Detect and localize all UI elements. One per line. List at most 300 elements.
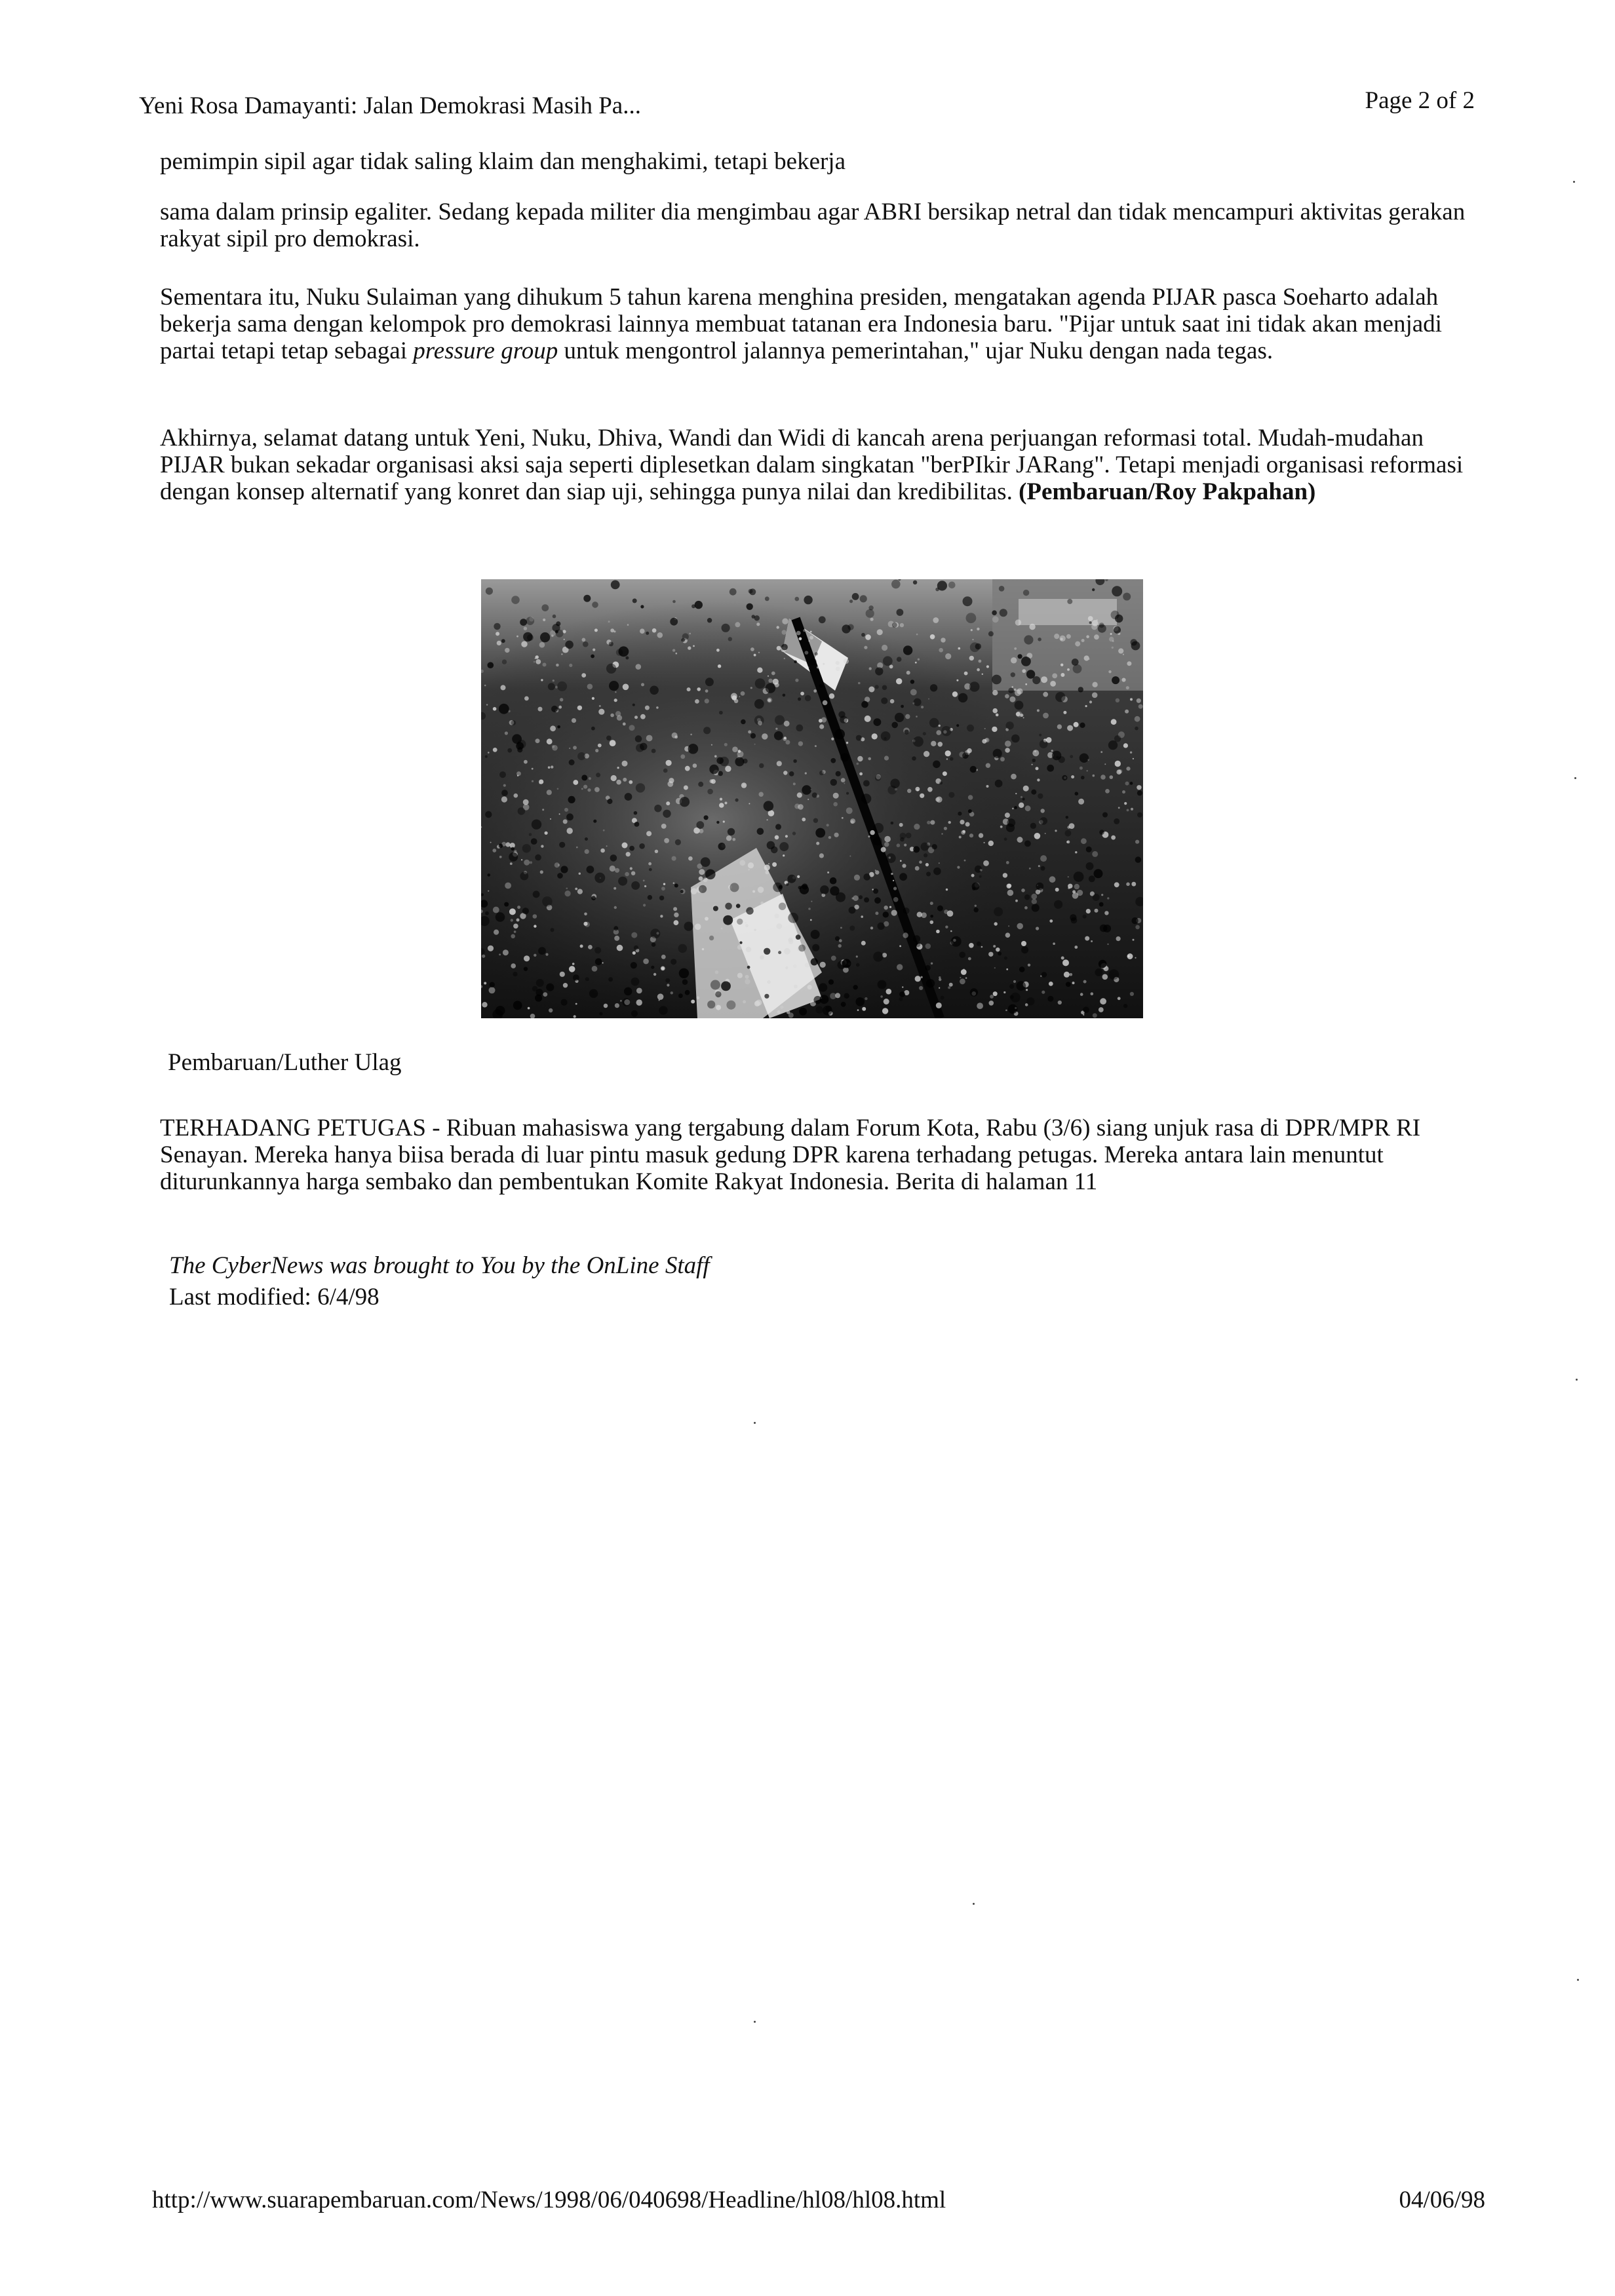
photo-texture-shadow [979,875,982,878]
photo-texture-dot [748,731,751,734]
photo-texture-dot [616,780,621,785]
photo-texture-dot [488,946,494,951]
photo-texture-shadow [750,733,756,738]
photo-texture-shadow [678,993,683,998]
photo-texture-shadow [1052,751,1061,760]
photo-texture-dot [691,1000,695,1004]
photo-texture-shadow [609,681,619,691]
photo-texture-dot [617,715,622,720]
photo-texture-shadow [1036,883,1043,890]
photo-texture-dot [903,932,908,938]
photo-texture-dot [748,862,754,868]
photo-texture-dot [705,689,709,693]
photo-texture-dot [1087,770,1088,771]
photo-texture-dot [613,630,615,632]
photo-texture-shadow [678,944,688,953]
photo-texture-dot [745,924,749,927]
photo-texture-dot [551,765,553,768]
photo-texture-dot [661,824,667,829]
photo-texture-dot [553,679,555,681]
photo-texture-shadow [899,991,905,997]
photo-texture-dot [831,738,834,740]
photo-texture-shadow [995,780,1003,788]
photo-texture-shadow [587,866,594,873]
photo-texture-shadow [747,603,753,610]
photo-texture-dot [719,803,724,808]
photo-texture-shadow [754,615,760,621]
photo-texture-dot [741,691,745,696]
photo-texture-dot [939,987,940,989]
photo-texture-shadow [830,758,836,763]
photo-texture-shadow [720,757,729,766]
photo-texture-dot [514,794,518,798]
photo-texture-dot [610,628,614,632]
photo-texture-dot [1008,925,1009,927]
photo-texture-dot [732,838,735,841]
photo-texture-shadow [903,645,912,655]
photo-texture-dot [881,847,886,852]
photo-texture-dot [1084,655,1089,660]
photo-texture-shadow [828,980,834,985]
photo-texture-dot [810,631,812,633]
photo-texture-shadow [863,873,870,881]
photo-texture-dot [799,637,802,640]
photo-texture-dot [1006,861,1009,864]
photo-texture-dot [775,913,779,918]
photo-texture-dot [1036,927,1039,930]
photo-texture-shadow [1083,915,1087,919]
photo-texture-dot [1133,758,1134,759]
paragraph-3-text-a: Sementara itu, Nuku Sulaiman yang dihukum 5 tahun karena menghina presiden, mengatakan agenda PIJAR pasca Soeharto adalah bekerja sama dengan kelompok pro demokrasi lainnya membuat tatanan era Indonesia baru. "Pijar untuk saat ini tidak akan menjadi partai tetapi tetap sebagai [160,284,1442,364]
photo-texture-dot [857,1009,859,1011]
photo-texture-shadow [650,686,659,695]
photo-texture-dot [1104,911,1108,915]
photo-texture-dot [906,671,910,675]
photo-texture-dot [640,714,646,719]
footer-staff-link[interactable]: The CyberNews was brought to You by the OnLine Staff [169,1252,710,1279]
photo-texture-shadow [1080,754,1089,763]
photo-texture-dot [532,780,534,782]
photo-texture-dot [510,862,513,865]
photo-texture-shadow [488,662,494,668]
photo-texture-shadow [819,983,827,991]
photo-texture-shadow [735,798,739,801]
photo-texture-shadow [864,897,869,902]
photo-texture-dot [488,890,489,892]
photo-texture-dot [900,623,904,627]
photo-texture-shadow [721,982,731,991]
photo-texture-dot [996,947,1000,951]
photo-texture-shadow [1114,735,1121,742]
photo-texture-dot [817,666,819,669]
photo-texture-dot [636,999,642,1005]
photo-texture-dot [695,924,701,930]
photo-texture-shadow [639,843,645,849]
photo-texture-shadow [705,678,714,686]
photo-texture-dot [1067,826,1070,828]
photo-texture-dot [1116,769,1121,775]
photo-texture-dot [1100,751,1102,753]
photo-texture-dot [782,630,787,634]
photo-texture-shadow [1041,866,1045,871]
photo-texture-dot [1124,802,1127,805]
photo-texture-dot [746,947,751,952]
photo-texture-dot [771,672,775,676]
photo-texture-dot [534,954,536,957]
photo-texture-shadow [849,600,853,603]
photo-texture-dot [904,844,906,847]
photo-texture-dot [918,659,920,660]
photo-texture-dot [535,738,540,743]
photo-texture-shadow [1015,700,1024,710]
photo-texture-dot [1000,826,1003,828]
photo-texture-dot [543,662,547,666]
photo-texture-dot [1130,992,1134,996]
photo-texture-dot [567,828,573,833]
photo-texture-dot [564,639,565,640]
photo-texture-shadow [754,716,764,725]
photo-texture-shadow [533,890,540,898]
photo-texture-dot [899,823,903,827]
photo-texture-dot [943,771,947,776]
photo-texture-dot [813,689,817,693]
photo-texture-dot [1091,992,1094,995]
photo-texture-shadow [737,919,743,925]
photo-texture-shadow [775,824,781,830]
photo-texture-dot [1107,897,1109,899]
photo-texture-dot [1083,1014,1084,1016]
photo-texture-shadow [710,980,720,990]
photo-texture-dot [652,628,657,633]
photo-texture-shadow [891,580,901,589]
photo-texture-dot [528,1007,530,1010]
photo-texture-dot [1041,809,1045,813]
photo-texture-dot [902,864,906,868]
photo-texture-shadow [665,978,670,983]
photo-texture-dot [757,668,762,673]
photo-texture-dot [897,964,903,970]
photo-texture-dot [614,698,617,702]
photo-texture-dot [858,682,861,685]
photo-texture-dot [993,991,998,996]
photo-texture-shadow [573,974,579,981]
photo-texture-dot [1125,710,1129,714]
photo-texture-shadow [616,649,623,656]
photo-texture-dot [869,667,872,670]
photo-texture-dot [930,820,935,825]
photo-texture-dot [759,792,764,797]
photo-texture-shadow [1018,654,1022,659]
photo-texture-shadow [815,652,818,655]
photo-texture-dot [737,945,742,949]
photo-texture-shadow [718,843,726,850]
photo-texture-dot [1025,805,1031,811]
photo-texture-shadow [688,744,699,754]
photo-texture-dot [501,796,507,802]
photo-texture-dot [524,760,528,764]
photo-texture-shadow [511,847,515,851]
photo-texture-dot [782,619,788,624]
photo-texture-dot [1037,778,1040,781]
photo-texture-dot [1013,980,1016,983]
photo-texture-shadow [844,993,849,999]
photo-texture-dot [745,979,750,984]
photo-texture-shadow [1083,1006,1089,1013]
photo-texture-dot [815,745,817,747]
photo-texture-shadow [775,715,785,725]
photo-texture-dot [1130,698,1133,700]
photo-texture-dot [676,653,678,655]
photo-texture-shadow [875,667,883,675]
photo-texture-dot [1092,682,1097,687]
photo-texture-dot [788,1012,794,1018]
photo-texture-shadow [836,771,841,776]
photo-texture-shadow [566,813,574,820]
photo-texture-dot [1121,678,1125,682]
photo-texture-dot [549,1008,553,1012]
photo-texture-dot [667,984,669,986]
photo-texture-shadow [861,633,865,637]
photo-texture-shadow [511,720,516,725]
photo-texture-dot [1111,835,1116,840]
photo-texture-shadow [1041,972,1047,978]
photo-texture-shadow [670,618,678,626]
photo-texture-dot [685,766,690,771]
photo-texture-shadow [599,1012,602,1016]
photo-texture-dot [614,906,617,909]
photo-texture-dot [690,734,692,736]
photo-texture-dot [949,983,953,987]
last-modified: Last modified: 6/4/98 [169,1284,379,1311]
photo-texture-dot [630,867,632,870]
photo-texture-shadow [1054,900,1062,909]
photo-texture-dot [1041,676,1047,683]
photo-texture-shadow [1030,823,1036,829]
photo-texture-shadow [704,815,709,820]
photo-texture-dot [930,902,933,905]
photo-texture-dot [1067,725,1073,731]
photo-texture-dot [986,763,990,768]
photo-texture-shadow [1064,830,1071,837]
photo-texture-shadow [1062,775,1067,780]
photo-texture-shadow [916,942,921,947]
photo-texture-dot [1011,686,1013,688]
photo-texture-dot [861,915,863,918]
photo-texture-shadow [1032,759,1036,763]
photo-texture-dot [902,986,903,987]
photo-texture-dot [884,842,889,847]
photo-texture-dot [899,946,901,947]
photo-texture-dot [594,787,600,792]
photo-texture-shadow [967,725,974,732]
photo-texture-shadow [860,595,867,602]
photo-texture-shadow [607,799,612,804]
paragraph-4 [160,425,1477,505]
photo-texture-dot [891,910,897,916]
photo-texture-dot [915,662,917,664]
photo-texture-shadow [875,775,881,781]
photo-texture-dot [1100,998,1106,1004]
photo-texture-shadow [921,843,929,851]
photo-texture-shadow [529,833,532,836]
photo-texture-dot [737,973,743,978]
photo-texture-dot [784,721,790,727]
photo-texture-dot [482,1002,487,1007]
photo-texture-shadow [912,756,916,761]
photo-texture-dot [945,653,951,659]
photo-texture-dot [551,635,554,638]
photo-texture-dot [982,674,983,675]
photo-texture-dot [725,766,731,772]
photo-texture-dot [716,1005,721,1010]
photo-texture-shadow [709,936,714,940]
photo-texture-dot [979,660,982,663]
photo-texture-dot [752,890,755,893]
photo-texture-dot [532,768,534,770]
photo-texture-shadow [496,912,505,922]
photo-texture-shadow [559,842,565,848]
photo-texture-dot [572,963,575,965]
photo-texture-dot [964,672,968,676]
photo-texture-dot [968,795,973,800]
photo-texture-shadow [709,765,718,774]
photo-texture-dot [994,967,996,968]
photo-texture-shadow [517,740,526,748]
photo-texture-dot [1115,761,1121,767]
photo-texture-dot [1029,868,1031,870]
photo-texture-dot [834,833,839,837]
photo-texture-dot [944,909,948,914]
photo-texture-dot [795,679,798,682]
photo-texture-shadow [552,624,560,632]
photo-texture-dot [622,843,628,849]
photo-texture-shadow [1055,692,1065,702]
photo-texture-shadow [1112,586,1122,596]
photo-texture-shadow [993,749,1002,758]
photo-texture-dot [1015,619,1021,625]
photo-texture-dot [499,953,501,955]
photo-texture-dot [659,999,660,1001]
photo-texture-dot [897,843,901,847]
photo-texture-shadow [1123,1004,1127,1008]
photo-texture-dot [950,930,952,932]
photo-caption: TERHADANG PETUGAS - Ribuan mahasiswa yang tergabung dalam Forum Kota, Rabu (3/6) siang unjuk rasa di DPR/MPR RI Senayan. Mereka hanya biisa berada di luar pintu masuk gedung DPR karena terhadang petugas. Mereka antara lain menuntut diturunkannya harga sembako dan pembentukan Komite Rakyat Indonesia. Berita di halaman 11 [160,1115,1421,1195]
news-photo [481,579,1143,1018]
photo-texture-dot [542,809,544,811]
photo-texture-dot [1088,616,1093,621]
photo-texture-shadow [1047,765,1054,772]
scan-speck [754,2021,756,2023]
photo-texture-shadow [485,811,492,818]
photo-texture-shadow [672,600,676,603]
photo-texture-dot [741,782,747,788]
photo-texture-shadow [591,655,594,659]
photo-texture-dot [535,655,539,659]
photo-texture-shadow [606,664,616,674]
photo-texture-dot [823,663,825,665]
photo-texture-shadow [886,853,896,863]
photo-texture-dot [1032,764,1033,765]
photo-texture-dot [760,902,764,905]
photo-texture-shadow [1086,862,1094,870]
photo-texture-dot [1024,906,1028,909]
photo-texture-dot [496,632,499,636]
photo-texture-dot [1116,936,1121,941]
photo-texture-dot [614,936,619,941]
scan-speck [754,1422,756,1424]
photo-texture-dot [1021,941,1026,946]
photo-texture-dot [653,973,656,976]
photo-texture-dot [750,687,752,689]
photo-texture-dot [793,965,797,968]
photo-texture-dot [928,698,929,700]
photo-texture-dot [493,748,497,752]
photo-texture-dot [1005,740,1011,747]
photo-texture-dot [1118,807,1120,809]
photo-texture-shadow [730,883,739,892]
photo-texture-dot [802,818,806,822]
photo-texture-dot [644,885,646,887]
photo-texture-shadow [523,632,532,641]
photo-texture-dot [798,804,804,810]
photo-texture-dot [623,778,627,782]
photo-texture-dot [880,995,883,998]
photo-texture-shadow [930,684,937,691]
photo-texture-dot [1118,648,1123,653]
photo-texture-dot [952,691,958,697]
photo-texture-shadow [595,958,602,965]
photo-texture-dot [805,773,807,775]
scan-speck [1576,1379,1578,1381]
photo-texture-shadow [903,908,910,914]
photo-texture-shadow [873,889,878,894]
photo-texture-dot [777,626,779,628]
photo-texture-dot [1089,700,1092,703]
photo-texture-shadow [830,779,837,786]
photo-texture-dot [968,957,971,961]
photo-texture-shadow [812,792,817,797]
photo-texture-shadow [522,844,531,852]
photo-texture-shadow [536,979,544,987]
photo-texture-shadow [868,605,873,610]
photo-texture-dot [521,641,527,647]
photo-texture-dot [827,871,829,873]
photo-texture-shadow [905,730,909,735]
photo-texture-dot [711,744,712,746]
photo-texture-dot [992,616,999,622]
photo-texture-shadow [1011,993,1021,1003]
photo-texture-dot [1045,833,1046,834]
photo-texture-shadow [766,683,775,693]
photo-texture-shadow [557,681,567,691]
photo-texture-shadow [948,582,956,589]
photo-texture-shadow [651,966,654,969]
photo-texture-dot [484,685,486,687]
photo-texture-dot [930,921,934,925]
photo-texture-dot [623,723,626,726]
photo-texture-dot [1053,942,1055,945]
photo-texture-shadow [674,884,678,888]
photo-texture-shadow [634,811,638,815]
photo-texture-dot [1127,809,1129,812]
photo-texture-shadow [1098,624,1106,633]
photo-texture-shadow [874,897,881,904]
photo-texture-shadow [937,906,943,911]
photo-texture-dot [674,920,679,925]
photo-texture-dot [820,962,826,968]
photo-texture-dot [547,738,553,744]
photo-texture-dot [1135,716,1140,722]
